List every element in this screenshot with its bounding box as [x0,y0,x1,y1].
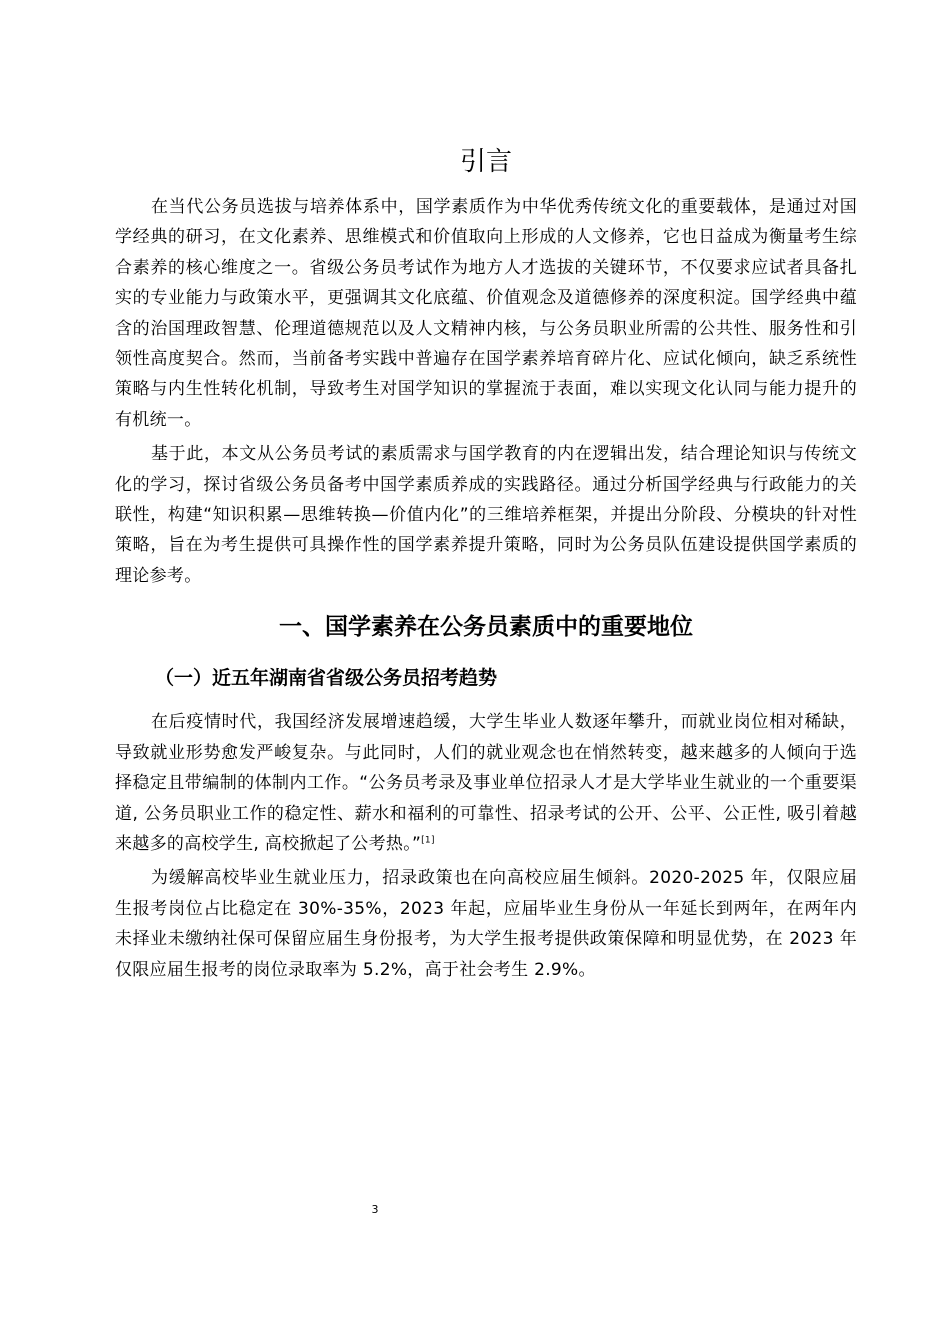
intro-paragraph-2: 基于此，本文从公务员考试的素质需求与国学教育的内在逻辑出发，结合理论知识与传统文化的学习，探讨省级公务员备考中国学素质养成的实践路径。通过分析国学经典与行政能力的关联性，构建“知识积累—思维转换—价值内化”的三维培养框架，并提出分阶段、分模块的针对性策略，旨在为考生提供可具操作性的国学素养提升策略，同时为公务员队伍建设提供国学素质的理论参考。 [115,444,857,586]
page-number: 3 [371,1203,379,1216]
intro-paragraph-1: 在当代公务员选拔与培养体系中，国学素质作为中华优秀传统文化的重要载体，是通过对国学经典的研习，在文化素养、思维模式和价值取向上形成的人文修养，它也日益成为衡量考生综合素养的核心维度之一。省级公务员考试作为地方人才选拔的关键环节，不仅要求应试者具备扎实的专业能力与政策水平，更强调其文化底蕴、价值观念及道德修养的深度积淀。国学经典中蕴含的治国理政智慧、伦理道德规范以及人文精神内核，与公务员职业所需的公共性、服务性和引领性高度契合。然而，当前备考实践中普遍存在国学素养培育碎片化、应试化倾向，缺乏系统性策略与内生性转化机制，导致考生对国学知识的掌握流于表面，难以实现文化认同与能力提升的有机统一。 [115,197,857,430]
subsection-1-heading: （一）近五年湖南省省级公务员招考趋势 [155,667,498,690]
subsection-1-paragraph-1-text: 在后疫情时代，我国经济发展增速趋缓，大学生毕业人数逐年攀升，而就业岗位相对稀缺，导致就业形势愈发严峻复杂。与此同时，人们的就业观念也在悄然转变，越来越多的人倾向于选择稳定且带编制的体制内工作。“公务员考录及事业单位招录人才是大学毕业生就业的一个重要渠道, 公务员职业工作的稳定性、薪水和福利的可靠性、招录考试的公开、公平、公正性, 吸引着越来越多的高校学生, 高校掀起了公考热。” [115,712,857,854]
intro-title: 引言 [459,147,512,177]
subsection-1-paragraph-2: 为缓解高校毕业生就业压力，招录政策也在向高校应届生倾斜。2020-2025 年，仅限应届生报考岗位占比稳定在 30%-35%，2023 年起，应届毕业生身份从一年延长到两年，在两年内未择业未缴纳社保可保留应届生身份报考，为大学生报考提供政策保障和明显优势，在 2023 年仅限应届生报考的岗位录取率为 5.2%，高于社会考生 2.9%。 [115,868,857,980]
citation-marker: [1] [421,835,435,846]
page-content [115,140,857,985]
section-1-heading: 一、国学素养在公务员素质中的重要地位 [279,614,693,641]
subsection-1-paragraph-1 [115,707,857,859]
